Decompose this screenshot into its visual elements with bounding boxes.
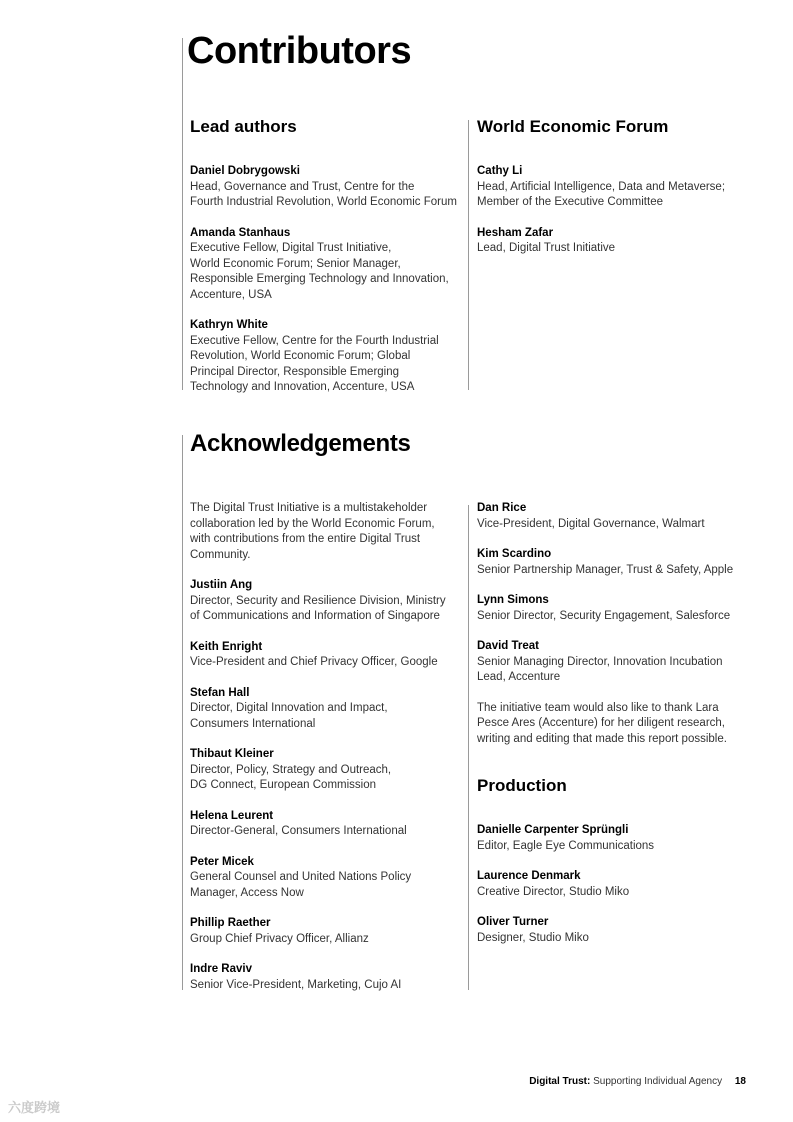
wef-list [477, 164, 767, 272]
page-footer [529, 1076, 746, 1087]
production-entry [477, 823, 772, 854]
production-heading: Production [477, 776, 567, 795]
person-name: Oliver Turner [477, 916, 549, 928]
acknowledgements-rule [182, 435, 183, 990]
person-role: Vice-President, Digital Governance, Walmart [477, 517, 705, 530]
person-name: Thibaut Kleiner [190, 748, 274, 760]
page-number: 18 [734, 1076, 746, 1087]
contributor-entry [477, 226, 767, 257]
person-role: General Counsel and United Nations Policy Manager, Access Now [190, 871, 412, 899]
person-name: Cathy Li [477, 165, 523, 177]
footer-report-title-bold: Digital Trust: [529, 1076, 591, 1087]
acknowledgement-entry [190, 747, 470, 794]
person-role: Editor, Eagle Eye Communications [477, 839, 655, 852]
person-name: Daniel Dobrygowski [190, 165, 300, 177]
acknowledgement-entry [190, 640, 470, 671]
person-role: Designer, Studio Miko [477, 931, 589, 944]
person-name: Justiin Ang [190, 579, 253, 591]
person-role: Senior Vice-President, Marketing, Cujo AI [190, 978, 402, 991]
contributor-entry [190, 164, 470, 211]
wef-heading: World Economic Forum [477, 117, 669, 136]
person-role: Senior Director, Security Engagement, Salesforce [477, 609, 731, 622]
person-name: Phillip Raether [190, 917, 271, 929]
acknowledgement-entry [477, 501, 772, 532]
person-name: Laurence Denmark [477, 870, 581, 882]
acknowledgement-entry [190, 916, 470, 947]
person-role: Executive Fellow, Centre for the Fourth Industrial Revolution, World Economic Forum; Global Principal Director, Responsible Emerging Technology and Innovation, Accenture, USA [190, 334, 439, 393]
acknowledgement-entry [190, 686, 470, 733]
acknowledgement-entry [190, 855, 470, 902]
person-name: Peter Micek [190, 855, 254, 868]
person-name: Stefan Hall [190, 686, 250, 699]
acknowledgement-entry [477, 593, 772, 624]
person-role: Senior Managing Director, Innovation Incubation Lead, Accenture [477, 655, 723, 683]
person-name: Amanda Stanhaus [190, 226, 291, 239]
person-name: Lynn Simons [477, 594, 549, 606]
acknowledgement-entry [190, 962, 470, 993]
person-role: Director, Policy, Strategy and Outreach, DG Connect, European Commission [190, 763, 392, 791]
contributor-entry [477, 164, 767, 211]
acknowledgement-entry [477, 547, 772, 578]
contributors-rule [182, 38, 183, 390]
contributor-entry [190, 226, 470, 304]
person-name: Dan Rice [477, 502, 527, 514]
person-role: Director-General, Consumers International [190, 825, 407, 837]
person-role: Senior Partnership Manager, Trust & Safety, Apple [477, 563, 734, 576]
acknowledgement-entry [190, 578, 470, 625]
person-role: Executive Fellow, Digital Trust Initiative, World Economic Forum; Senior Manager, Responsible Emerging Technology and Innovation, Accenture, USA [190, 242, 449, 301]
person-role: Head, Artificial Intelligence, Data and Metaverse; Member of the Executive Committee [477, 180, 726, 208]
person-role: Head, Governance and Trust, Centre for the Fourth Industrial Revolution, World Economic Forum [190, 180, 457, 208]
thanks-paragraph: The initiative team would also like to thank Lara Pesce Ares (Accenture) for her diligent research, writing and editing that made this report possible. [477, 701, 727, 745]
person-role: Lead, Digital Trust Initiative [477, 242, 616, 254]
person-name: Hesham Zafar [477, 226, 554, 239]
acknowledgement-entry [477, 639, 772, 686]
acknowledgement-entry [190, 809, 470, 840]
lead-authors-list [190, 164, 470, 411]
person-name: Indre Raviv [190, 963, 252, 975]
person-role: Director, Security and Resilience Division, Ministry of Communications and Information of Singapore [190, 594, 446, 622]
person-name: Helena Leurent [190, 809, 274, 822]
person-role: Vice-President and Chief Privacy Officer, Google [190, 656, 438, 668]
footer-report-title: Supporting Individual Agency [593, 1076, 723, 1087]
acknowledgements-heading: Acknowledgements [190, 430, 411, 457]
production-entry [477, 869, 772, 900]
person-name: David Treat [477, 640, 539, 652]
acknowledgements-right-column [477, 501, 772, 762]
page-title: Contributors [187, 30, 412, 72]
acknowledgements-left-column [190, 501, 470, 1008]
contributor-entry [190, 318, 470, 396]
person-role: Director, Digital Innovation and Impact, Consumers International [190, 702, 388, 730]
production-list [477, 823, 772, 961]
person-name: Kim Scardino [477, 548, 552, 560]
lead-authors-heading: Lead authors [190, 117, 297, 136]
watermark-text: 六度跨境 [8, 1100, 61, 1115]
person-name: Kathryn White [190, 319, 268, 331]
person-role: Creative Director, Studio Miko [477, 885, 630, 898]
person-name: Keith Enright [190, 640, 263, 653]
production-entry [477, 915, 772, 946]
person-role: Group Chief Privacy Officer, Allianz [190, 932, 369, 945]
acknowledgements-intro: The Digital Trust Initiative is a multistakeholder collaboration led by the World Economic Forum, with contributions from the entire Digital Trust Community. [190, 502, 435, 561]
person-name: Danielle Carpenter Sprüngli [477, 824, 629, 836]
watermark-logo [8, 1097, 60, 1116]
